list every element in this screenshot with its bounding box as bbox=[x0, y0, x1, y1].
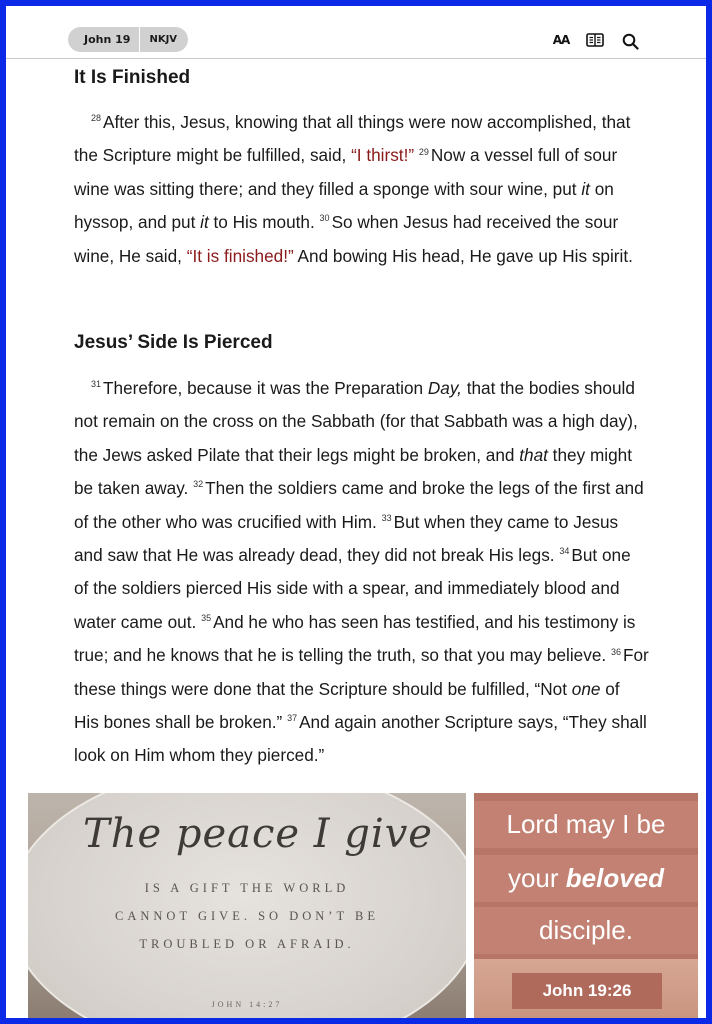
verse-number[interactable]: 30 bbox=[319, 213, 330, 224]
verse-text: Therefore, because it was the Preparation bbox=[103, 378, 428, 398]
image-line-emphasis: beloved bbox=[565, 863, 665, 893]
verse-text: And he who has seen has testified, and his testimony is true; and he knows that he is telling the truth, so that you may believe. bbox=[74, 611, 636, 666]
verse-number[interactable]: 33 bbox=[381, 512, 392, 523]
verse-text: that bbox=[519, 444, 548, 465]
verse-text: Then the soldiers came and broke the legs of the first and of the other who was crucified with Him. bbox=[74, 478, 644, 532]
verse-number[interactable]: 37 bbox=[287, 713, 298, 724]
image-script-text: The peace I give bbox=[83, 811, 433, 857]
verse-text: it bbox=[581, 178, 590, 199]
book-chapter-button[interactable]: John 19 bbox=[84, 33, 131, 46]
section-paragraph bbox=[74, 106, 649, 273]
toolbar-divider bbox=[6, 58, 706, 59]
book-icon[interactable] bbox=[585, 31, 605, 49]
verse-text: that the bodies should not remain on the cross on the Sabbath (for that Sabbath was a high day), the Jews asked Pilate that their legs might be broken, and bbox=[74, 378, 638, 465]
image-line: disciple. bbox=[474, 907, 698, 954]
verse-number[interactable]: 36 bbox=[610, 646, 621, 657]
verse-text: But when they came to Jesus and saw that He was already dead, they did not break His legs. bbox=[74, 511, 619, 566]
verse-number[interactable]: 29 bbox=[418, 146, 429, 157]
verse-text: they might be taken away. bbox=[74, 444, 632, 499]
section-heading: It Is Finished bbox=[74, 67, 191, 88]
version-button[interactable]: NKJV bbox=[149, 34, 178, 45]
verse-text: Now a vessel full of sour wine was sitting there; and they filled a sponge with sour wine, put bbox=[74, 145, 618, 199]
verse-text: So when Jesus had received the sour wine, He said, bbox=[74, 212, 619, 266]
image-reference: John 19:26 bbox=[512, 973, 662, 1009]
verse-text: But one of the soldiers pierced His side with a spear, and immediately blood and water came out. bbox=[74, 545, 631, 632]
section-heading: Jesus’ Side Is Pierced bbox=[74, 332, 273, 353]
passage-selector[interactable] bbox=[68, 27, 188, 52]
verse-text: on hyssop, and put bbox=[74, 178, 614, 233]
reader-screen bbox=[6, 6, 706, 1018]
verse-text: After this, Jesus, knowing that all things were now accomplished, that the Scripture might be fulfilled, said, bbox=[74, 112, 631, 166]
verse-number[interactable]: 31 bbox=[91, 379, 102, 390]
verse-text: it bbox=[200, 212, 209, 233]
text-size-icon[interactable]: AA bbox=[552, 33, 570, 47]
words-of-jesus: “It is finished!” bbox=[186, 245, 294, 266]
verse-text: Day, bbox=[427, 378, 462, 398]
section-paragraph bbox=[74, 372, 649, 773]
verse-text: of His bones shall be broken.” bbox=[74, 678, 620, 733]
peace-image bbox=[28, 793, 466, 1018]
image-line: Lord may I be bbox=[474, 801, 698, 848]
verse-number[interactable]: 32 bbox=[193, 479, 204, 490]
verse-text: And again another Scripture says, “They shall look on Him whom they pierced.” bbox=[74, 712, 647, 766]
top-toolbar bbox=[6, 6, 706, 60]
verse-number[interactable]: 35 bbox=[201, 613, 212, 624]
beloved-disciple-image bbox=[474, 793, 698, 1018]
verse-number[interactable]: 28 bbox=[91, 113, 102, 124]
verse-number[interactable]: 34 bbox=[559, 546, 570, 557]
search-icon[interactable] bbox=[620, 31, 640, 51]
devotional-banner bbox=[28, 793, 698, 1018]
verse-text: For these things were done that the Scripture should be fulfilled, “Not bbox=[74, 645, 649, 699]
image-caption-line: CANNOT GIVE. SO DON’T BE bbox=[115, 909, 379, 923]
image-caption-line: IS A GIFT THE WORLD bbox=[144, 881, 350, 895]
verse-text: to His mouth. bbox=[208, 212, 320, 233]
words-of-jesus: “I thirst!” bbox=[351, 145, 415, 166]
image-line bbox=[474, 855, 698, 902]
verse-text: And bowing His head, He gave up His spirit. bbox=[293, 245, 633, 266]
image-reference: JOHN 14:27 bbox=[211, 1000, 283, 1009]
verse-text: one bbox=[571, 678, 601, 699]
image-line-text: your bbox=[507, 863, 566, 893]
image-caption-line: TROUBLED OR AFRAID. bbox=[139, 937, 355, 951]
